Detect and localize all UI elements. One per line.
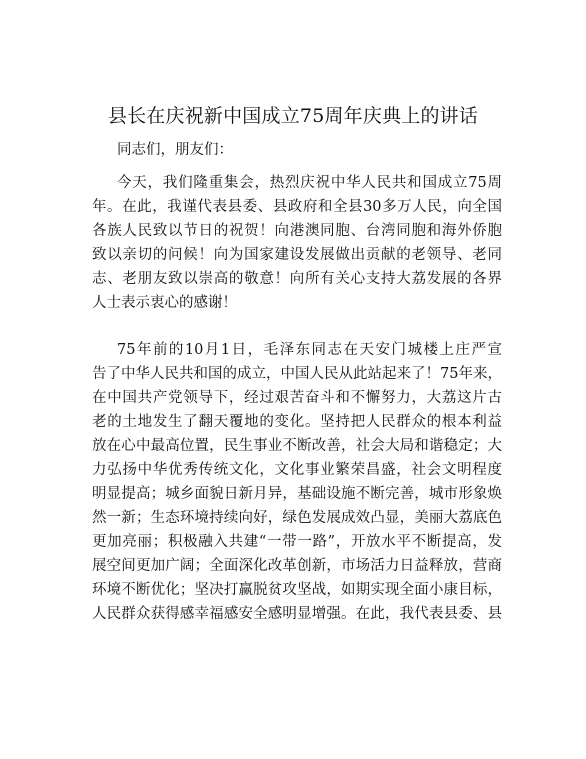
paragraph-line: 今天，我们隆重集会，热烈庆祝中华人民共和国成立75周: [117, 175, 502, 191]
paragraph-line: 志、老朋友致以崇高的敬意！向所有关心支持大荔发展的各界: [92, 271, 502, 287]
paragraph-line: 75年前的10月1日，毛泽东同志在天安门城楼上庄严宣: [117, 342, 502, 358]
salutation: 同志们，朋友们：: [117, 142, 233, 158]
paragraph-line: 环境不断优化；坚决打赢脱贫攻坚战，如期实现全面小康目标，: [92, 582, 502, 598]
paragraph-line: 然一新；生态环境持续向好，绿色发展成效凸显，美丽大荔底色: [92, 510, 502, 526]
paragraph-line: 致以亲切的问候！向为国家建设发展做出贡献的老领导、老同: [92, 247, 502, 263]
paragraph-line: 告了中华人民共和国的成立，中国人民从此站起来了！75年来，: [92, 366, 502, 382]
paragraph-line: 展空间更加广阔；全面深化改革创新，市场活力日益释放，营商: [92, 558, 502, 574]
paragraph-line: 力弘扬中华优秀传统文化，文化事业繁荣昌盛，社会文明程度: [92, 462, 502, 478]
paragraph-line: 老的土地发生了翻天覆地的变化。坚持把人民群众的根本利益: [92, 414, 502, 430]
paragraph-2: [92, 338, 502, 626]
paragraph-line: 年。在此，我谨代表县委、县政府和全县30多万人民，向全国: [92, 199, 502, 215]
paragraph-line: 人士表示衷心的感谢！: [92, 295, 237, 311]
paragraph-line: 在中国共产党领导下，经过艰苦奋斗和不懈努力，大荔这片古: [92, 390, 502, 406]
paragraph-line: 人民群众获得感幸福感安全感明显增强。在此，我代表县委、县: [92, 606, 502, 622]
paragraph-1: [92, 171, 502, 315]
document-title: 县长在庆祝新中国成立75周年庆典上的讲话: [107, 105, 479, 127]
paragraph-line: 更加亮丽；积极融入共建“一带一路”，开放水平不断提高，发: [92, 534, 502, 550]
paragraph-line: 放在心中最高位置，民生事业不断改善，社会大局和谐稳定；大: [92, 438, 502, 454]
paragraph-line: 明显提高；城乡面貌日新月异，基础设施不断完善，城市形象焕: [92, 486, 502, 502]
paragraph-line: 各族人民致以节日的祝贺！向港澳同胞、台湾同胞和海外侨胞: [92, 223, 502, 239]
